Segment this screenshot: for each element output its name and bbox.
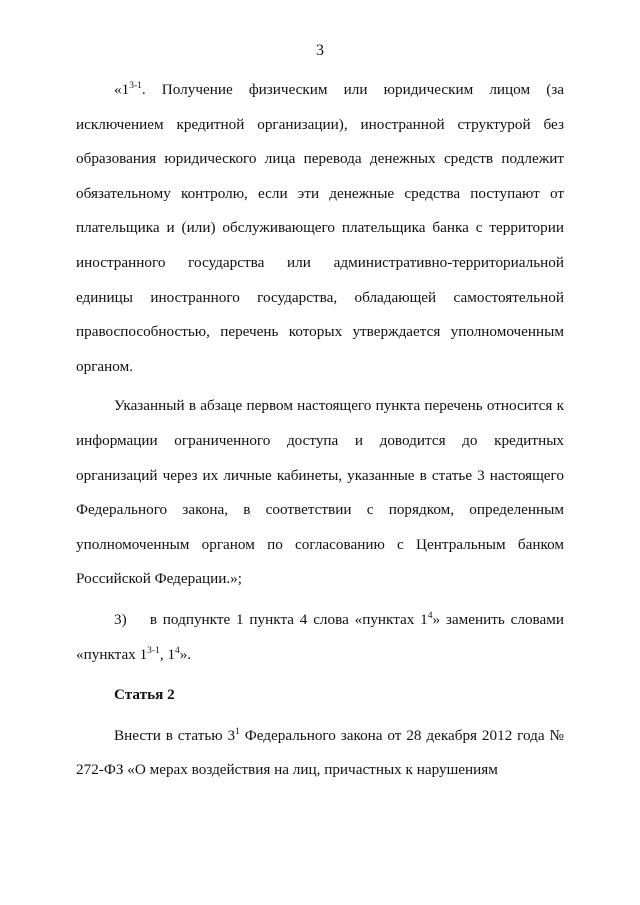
paragraph-subitem-3: [76, 603, 564, 672]
paragraph-text: Указанный в абзаце первом настоящего пункта перечень относится к информации ограниченного доступа и доводится до кредитных организаций через их личные кабинеты, указанные в статье 3 настоящего Федерального закона, в соответствии с порядком, определенным уполномоченным органом по согласованию с Центральным банком Российской Федерации.»;: [76, 397, 564, 588]
item-superscript: 3-1: [129, 81, 142, 91]
item-number: 1: [121, 81, 130, 98]
paragraph-text-part: » заменить словами «пунктах 1: [76, 610, 564, 663]
paragraph-text-part: Федерального закона от 28 декабря 2012 года № 272-ФЗ «О мерах воздействия на лиц, причастных к нарушениям: [76, 726, 564, 779]
paragraph-text-part: ».: [179, 645, 192, 663]
paragraph-text: . Получение физическим или юридическим лицом (за исключением кредитной организации), иностранной структурой без образования юридического лица перевода денежных средств подлежит обязательному контролю, если эти денежные средства поступают от плательщика и (или) обслуживающего плательщика банка с территории иностранного государства или административно-территориальной единицы иностранного государства, обладающей самостоятельной правоспособностью, перечень которых утверждается уполномоченным органом.: [76, 81, 564, 375]
page-number: 3: [316, 42, 324, 59]
superscript: 3-1: [147, 645, 160, 656]
superscript: 4: [175, 645, 180, 656]
paragraph-text-part: , 1: [159, 645, 176, 663]
superscript: 1: [235, 726, 240, 737]
paragraph-article-2: [76, 719, 564, 788]
article-2-heading: Статья 2: [114, 686, 175, 704]
open-quote: «: [114, 81, 122, 98]
superscript: 4: [427, 610, 433, 621]
paragraph-text-part: 3) в подпункте 1 пункта 4 слова «пунктах 1: [114, 610, 428, 628]
paragraph-restricted-access: [76, 389, 564, 597]
paragraph-item-1-3-1: [76, 73, 564, 384]
paragraph-text-part: Внести в статью 3: [114, 726, 236, 744]
document-body: [76, 73, 564, 788]
